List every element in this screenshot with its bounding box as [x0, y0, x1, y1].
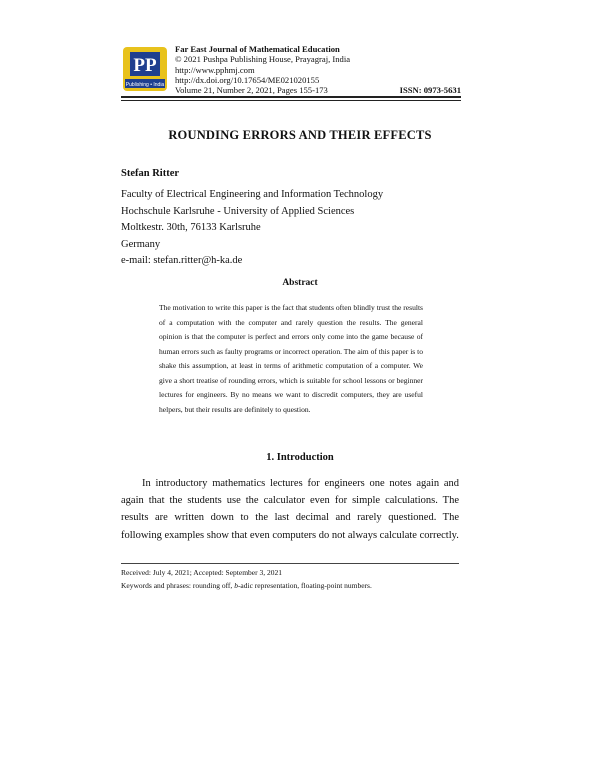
abstract-heading: Abstract — [282, 278, 318, 288]
introduction-text: In introductory mathematics lectures for engineers one notes again and again that the students use the calculator even for simple calculations. The results are written down to the last decimal and rarely questioned. The following examples show that even computers do not always calculate correctly. — [121, 478, 459, 541]
volume-row — [175, 85, 461, 95]
header-rule — [121, 96, 461, 98]
journal-name: Far East Journal of Mathematical Education — [175, 44, 340, 54]
affiliation — [121, 187, 383, 270]
abstract-text: The motivation to write this paper is the fact that students often blindly trust the results of a computation with the computer and rarely question the results. The general opinion is that the computer is perfect and errors only come into the game because of human errors such as faulty programs or incorrect operation. The aim of this paper is to shake this assumption, at least in terms of arithmetic computation of a computer. We give a short treatise of rounding errors, which is suitable for school lessons or beginner lectures for engineers. By no means we want to discredit computers, they are useful helpers, but their results are definitely to question. — [159, 303, 423, 414]
affiliation-line: Germany — [121, 238, 161, 250]
header-rule-thin — [121, 100, 461, 101]
affiliation-line: Moltkestr. 30th, 76133 Karlsruhe — [121, 222, 261, 234]
footnote — [121, 567, 372, 592]
volume-info: Volume 21, Number 2, 2021, Pages 155-173 — [175, 85, 328, 96]
section-heading: 1. Introduction — [266, 452, 334, 463]
author-name: Stefan Ritter — [121, 168, 180, 179]
affiliation-line: Hochschule Karlsruhe - University of Applied Sciences — [121, 205, 355, 217]
issn: ISSN: 0973-5631 — [399, 85, 461, 96]
author-email[interactable]: e-mail: stefan.ritter@h-ka.de — [121, 255, 243, 267]
keywords-label: Keywords and phrases: — [121, 580, 191, 590]
logo-caption: Publishing • India — [125, 82, 165, 88]
logo-letters: PP — [133, 55, 157, 76]
keywords: Keywords and phrases: rounding off, b-adic representation, floating-point numbers. — [121, 580, 372, 590]
doi-link[interactable]: http://dx.doi.org/10.17654/ME021020155 — [175, 74, 320, 85]
journal-header — [175, 44, 461, 95]
publisher-logo — [121, 45, 169, 93]
footnote-rule — [121, 563, 459, 564]
paper-title: ROUNDING ERRORS AND THEIR EFFECTS — [168, 128, 432, 142]
received-accepted-dates: Received: July 4, 2021; Accepted: September 3, 2021 — [121, 568, 283, 577]
affiliation-line: Faculty of Electrical Engineering and Information Technology — [121, 189, 384, 200]
publisher-url[interactable]: http://www.pphmj.com — [175, 64, 255, 75]
copyright: © 2021 Pushpa Publishing House, Prayagraj, India — [175, 54, 351, 65]
